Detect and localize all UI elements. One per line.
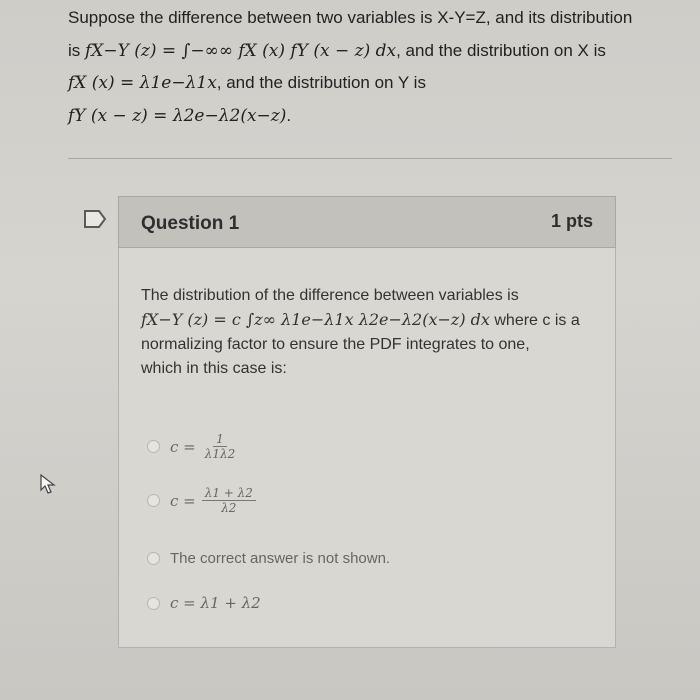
answer-option-b[interactable]: c = $\frac{\lambda 1 + \lambda 2}{\lambda 2}$ [147, 486, 256, 515]
flag-question-icon[interactable] [83, 209, 107, 229]
answer-option-c[interactable]: The correct answer is not shown. [147, 550, 390, 567]
fraction: $\frac{\lambda 1 + \lambda 2}{\lambda 2}$ [202, 486, 256, 515]
x-distribution-formula: fX (x) = λ1e−λ1x [68, 73, 217, 94]
intro-line-1: Suppose the difference between two variables is X-Y=Z, and its distribution [68, 8, 633, 27]
radio-button[interactable] [147, 440, 160, 453]
question-header [118, 196, 616, 248]
question-formula: fX−Y (z) = c ∫z∞ λ1e−λ1x λ2e−λ2(x−z) dx [141, 310, 490, 329]
question-points: 1 pts [550, 211, 593, 231]
convolution-formula: fX−Y (z) = ∫−∞∞ fX (x) fY (x − z) dx [85, 40, 397, 61]
radio-button[interactable] [147, 552, 160, 565]
problem-statement [68, 6, 678, 137]
radio-button[interactable] [147, 494, 160, 507]
mouse-cursor-icon [40, 474, 56, 494]
question-text: The distribution of the difference between variables is fX−Y (z) = c ∫z∞ λ1e−λ1x λ2e−λ2(x−z) dx where c is a normalizing factor to ensure the PDF integrates to one, which in this case is: [141, 287, 580, 377]
answer-option-a[interactable]: c = $\frac{1}{\lambda 1\lambda 2}$ [147, 432, 238, 461]
question-title: Question 1 [141, 213, 240, 234]
radio-button[interactable] [147, 597, 160, 610]
intro-line-3: fX (x) = λ1e−λ1x, and the distribution on Y is [68, 73, 426, 94]
divider [68, 158, 672, 159]
fraction: $\frac{1}{\lambda 1\lambda 2}$ [204, 432, 236, 461]
intro-line-2: is fX−Y (z) = ∫−∞∞ fX (x) fY (x − z) dx, and the distribution on X is [68, 40, 606, 61]
intro-line-4: fY (x − z) = λ2e−λ2(x−z). [68, 105, 292, 126]
y-distribution-formula: fY (x − z) = λ2e−λ2(x−z) [68, 105, 287, 126]
question-body [118, 248, 616, 648]
answer-option-d[interactable]: c = λ1 + λ2 [147, 594, 261, 612]
